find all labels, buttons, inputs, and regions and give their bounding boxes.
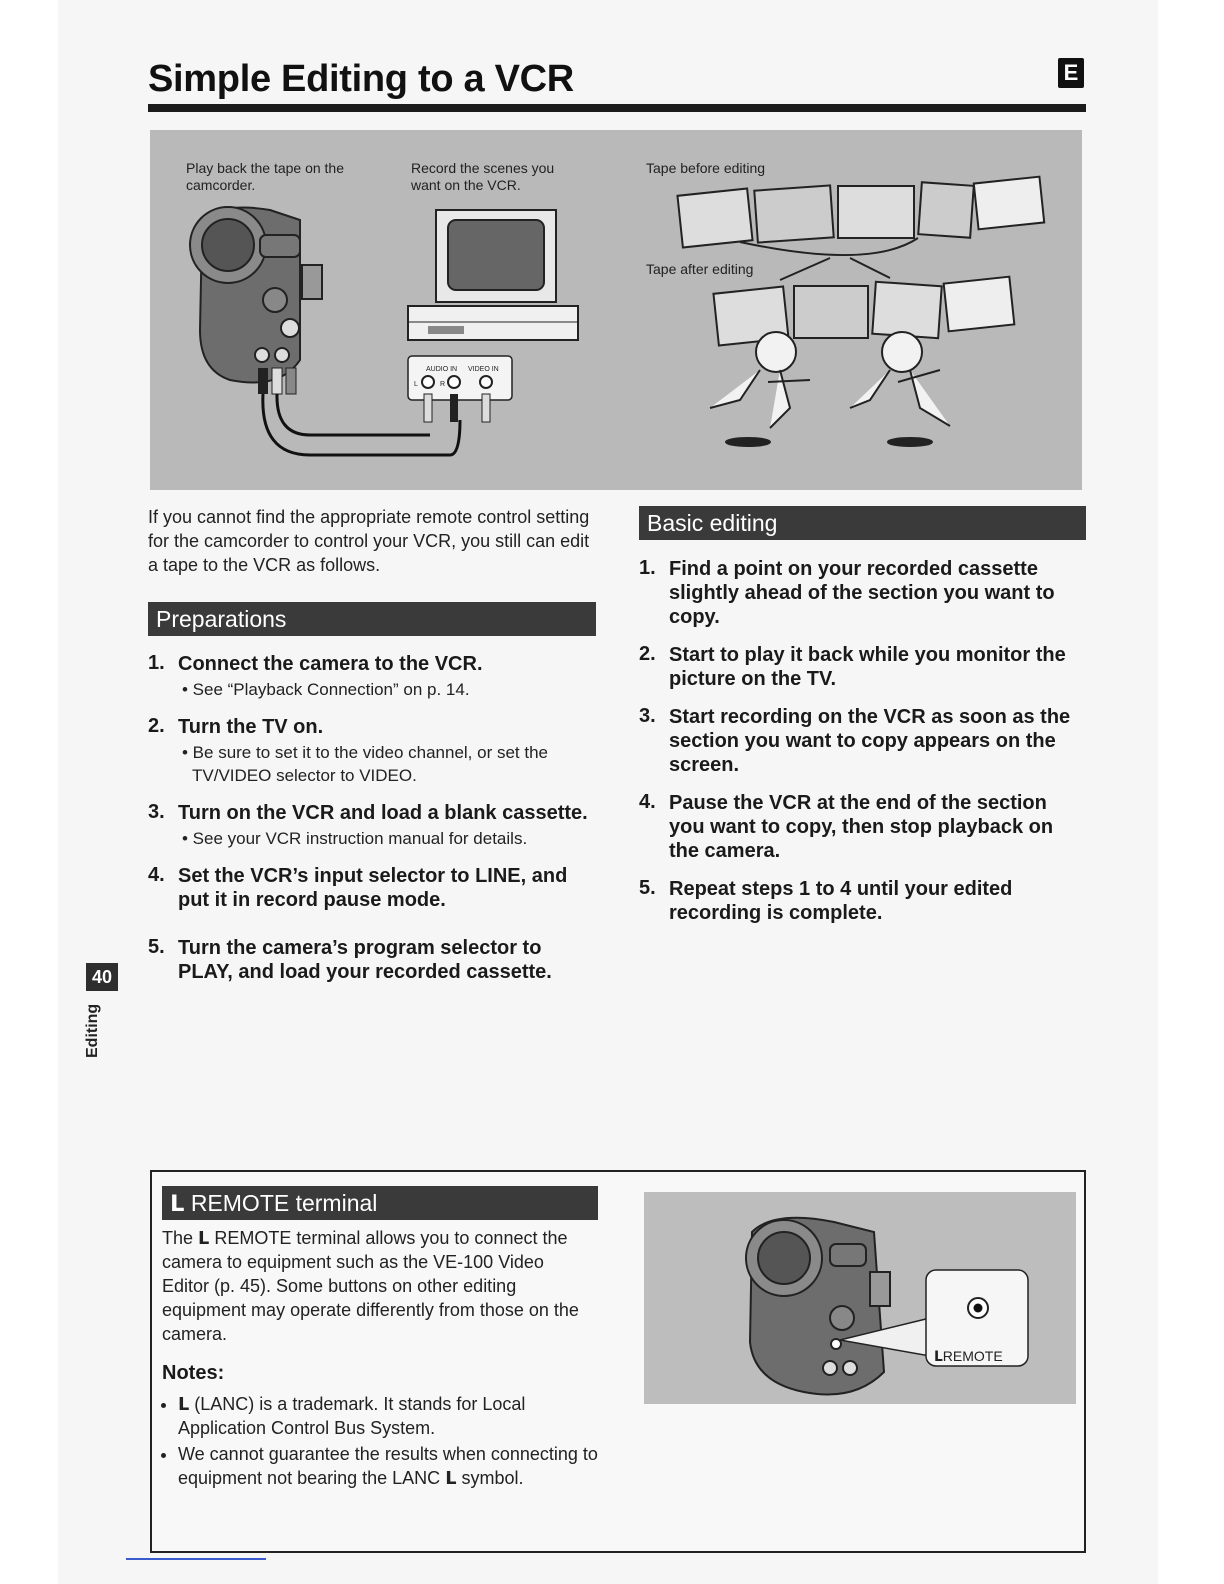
remote-callout-text: REMOTE <box>942 1348 1003 1364</box>
page-number-tab: 40 <box>86 963 118 991</box>
audio-in-label: AUDIO IN <box>426 366 458 373</box>
camcorder-illustration <box>190 207 322 394</box>
lanc-icon: ᒪ <box>170 1190 185 1216</box>
remote-camera-illustration <box>644 1192 1076 1404</box>
remote-callout-label <box>934 1348 1003 1365</box>
caption-play: Play back the tape on the camcorder. <box>186 160 344 193</box>
page-title: Simple Editing to a VCR <box>148 58 574 100</box>
step-number: 3. <box>148 801 165 823</box>
step-number: 5. <box>148 936 165 958</box>
prep-step-3 <box>148 801 598 850</box>
vcr-input-panel <box>408 356 512 422</box>
note-text-end: symbol. <box>461 1468 524 1488</box>
step-note: • See “Playback Connection” on p. 14. <box>182 680 470 699</box>
note-item <box>178 1442 608 1490</box>
step-note: • See your VCR instruction manual for details. <box>182 829 528 848</box>
intro-text: If you cannot find the appropriate remote control setting for the camcorder to control your VCR, you still can edit a tape to the VCR as follows. <box>148 507 590 575</box>
remote-heading <box>162 1186 598 1220</box>
step-title: Repeat steps 1 to 4 until your edited recording is complete. <box>669 878 1013 924</box>
l-label: L <box>414 381 418 388</box>
remote-body <box>162 1226 594 1346</box>
edit-step-2 <box>639 643 1086 691</box>
remote-terminal-box <box>150 1170 1086 1553</box>
step-number: 4. <box>639 791 656 813</box>
section-side-label: Editing <box>84 1003 101 1058</box>
edit-step-1 <box>639 557 1086 629</box>
remote-figure <box>644 1192 1076 1404</box>
lanc-icon: ᒪ <box>198 1228 210 1248</box>
prep-step-2 <box>148 715 598 787</box>
lanc-icon: ᒪ <box>445 1468 457 1488</box>
notes-heading: Notes: <box>162 1362 225 1384</box>
caption-record: Record the scenes you want on the VCR. <box>411 160 555 193</box>
step-title: Start recording on the VCR as soon as the section you want to copy appears on the screen. <box>669 706 1071 776</box>
step-title: Find a point on your recorded cassette slightly ahead of the section you want to copy. <box>669 558 1055 628</box>
note-text: (LANC) is a trademark. It stands for Local Application Control Bus System. <box>178 1394 526 1438</box>
edit-step-3 <box>639 705 1086 777</box>
preparations-steps <box>148 652 598 998</box>
basic-editing-heading: Basic editing <box>639 506 1086 540</box>
remote-body-prefix: The <box>162 1228 194 1248</box>
lanc-icon: ᒪ <box>178 1394 190 1414</box>
basic-editing-steps <box>639 557 1086 939</box>
tape-after-frames <box>713 277 1014 346</box>
step-number: 2. <box>639 643 656 665</box>
lanc-icon: ᒪ <box>934 1348 943 1364</box>
edit-step-4 <box>639 791 1086 863</box>
prep-step-1 <box>148 652 598 701</box>
caption-before: Tape before editing <box>646 160 766 176</box>
step-title: Connect the camera to the VCR. <box>178 653 483 675</box>
remote-body-text: REMOTE terminal allows you to connect the camera to equipment such as the VE-100 Video Editor (p. 45). Some buttons on other editing equipment may operate differently from those on the camera. <box>162 1228 579 1344</box>
bottom-line <box>126 1558 266 1560</box>
step-number: 1. <box>639 557 656 579</box>
caption-after: Tape after editing <box>646 261 754 277</box>
step-number: 2. <box>148 715 165 737</box>
note-text: We cannot guarantee the results when connecting to equipment not bearing the LANC <box>178 1444 598 1488</box>
step-title: Turn on the VCR and load a blank cassette. <box>178 802 588 824</box>
step-number: 3. <box>639 705 656 727</box>
remote-heading-text: REMOTE terminal <box>190 1190 378 1216</box>
figure-illustration <box>150 130 1082 490</box>
title-rule <box>148 104 1086 112</box>
tape-before-frames <box>677 177 1044 255</box>
prep-step-4 <box>148 864 598 912</box>
preparations-heading: Preparations <box>148 602 596 636</box>
step-title: Pause the VCR at the end of the section you want to copy, then stop playback on the camera. <box>669 792 1054 862</box>
connection-figure <box>150 130 1082 490</box>
step-note: • Be sure to set it to the video channel, or set the TV/VIDEO selector to VIDEO. <box>182 743 548 785</box>
step-number: 4. <box>148 864 165 886</box>
r-label: R <box>440 381 446 388</box>
language-badge: E <box>1058 58 1084 88</box>
step-title: Turn the TV on. <box>178 716 324 738</box>
prep-step-5 <box>148 936 598 984</box>
step-number: 1. <box>148 652 165 674</box>
edit-step-5 <box>639 877 1086 925</box>
running-characters <box>710 332 950 446</box>
step-number: 5. <box>639 877 656 899</box>
notes-list <box>162 1392 608 1492</box>
video-in-label: VIDEO IN <box>468 366 499 373</box>
note-item <box>178 1392 608 1440</box>
tv-illustration <box>408 210 578 340</box>
step-title: Turn the camera’s program selector to PLAY, and load your recorded cassette. <box>178 937 552 983</box>
step-title: Start to play it back while you monitor the picture on the TV. <box>669 644 1066 690</box>
step-title: Set the VCR’s input selector to LINE, and put it in record pause mode. <box>178 865 568 911</box>
